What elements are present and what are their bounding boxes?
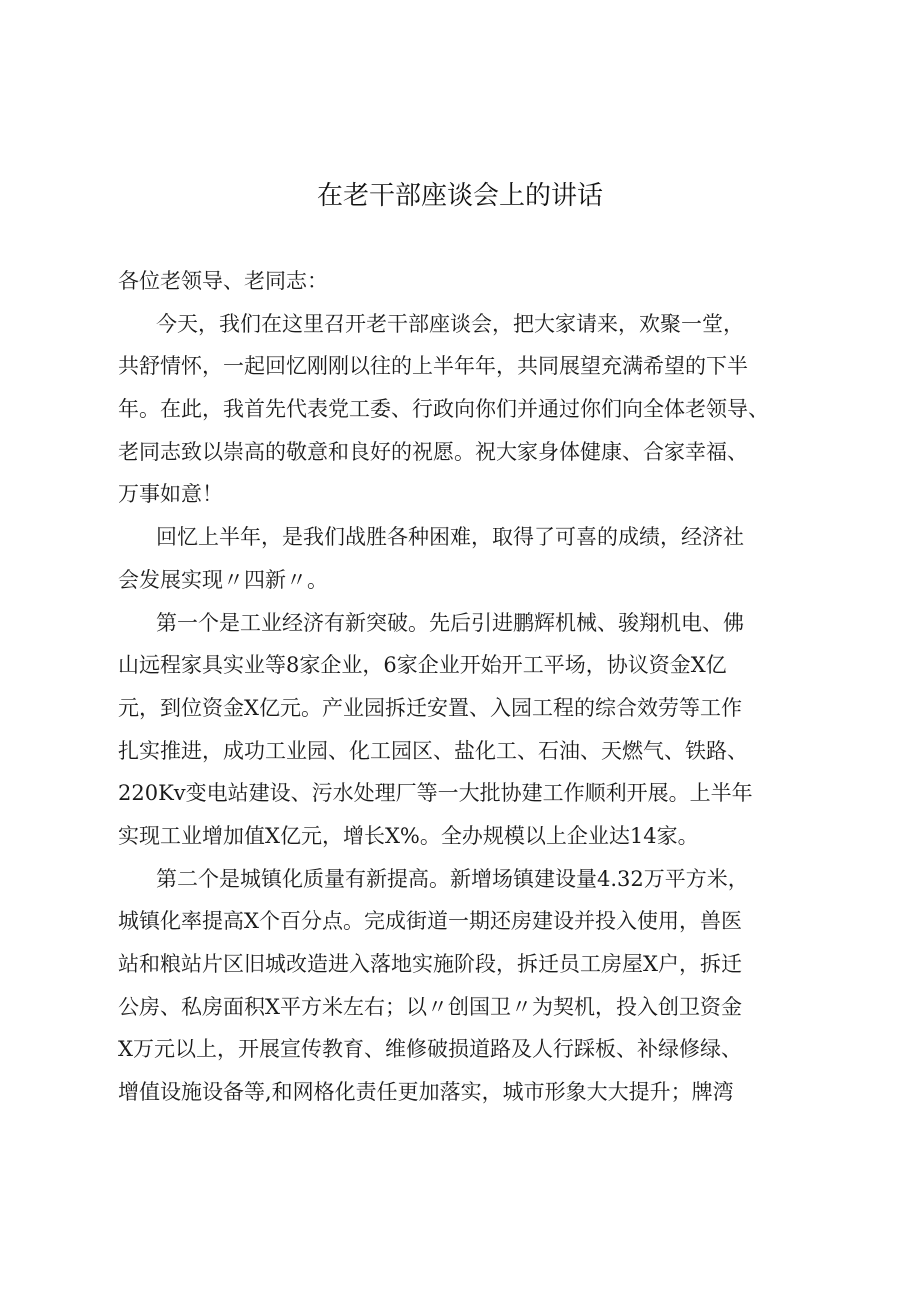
paragraph-line: 实现工业增加值X亿元，增长X%。全办规模以上企业达14家。 — [118, 823, 699, 848]
paragraph-line: 站和粮站片区旧城改造进入落地实施阶段，拆迁员工房屋X户，拆迁 — [118, 952, 742, 976]
paragraph-4 — [118, 858, 818, 1114]
paragraph-line: 元，到位资金X亿元。产业园拆迁安置、入园工程的综合效劳等工作 — [118, 695, 742, 720]
paragraph-line: 今天，我们在这里召开老干部座谈会，把大家请来，欢聚一堂， — [156, 311, 744, 336]
greeting: 各位老领导、老同志： — [118, 269, 328, 293]
paragraph-1 — [118, 303, 818, 516]
paragraph-line: 公房、私房面积X平方米左右；以〃创国卫〃为契机，投入创卫资金 — [118, 994, 742, 1019]
paragraph-line: 第一个是工业经济有新突破。先后引进鹏辉机械、骏翔机电、佛 — [156, 610, 744, 635]
paragraph-line: 增值设施设备等,和网格化责任更加落实，城市形象大大提升；牌湾 — [118, 1080, 734, 1105]
paragraph-line: 城镇化率提高X个百分点。完成街道一期还房建设并投入使用，兽医 — [118, 909, 742, 934]
document-body — [118, 260, 818, 1114]
paragraph-2 — [118, 516, 818, 601]
paragraph-line: 老同志致以崇高的敬意和良好的祝愿。祝大家身体健康、合家幸福、 — [118, 439, 748, 464]
paragraph-line: 第二个是城镇化质量有新提高。新增场镇建设量4.32万平方米， — [156, 866, 749, 891]
paragraph-line: 220Kv变电站建设、污水处理厂等一大批协建工作顺利开展。上半年 — [118, 781, 753, 806]
paragraph-line: 扎实推进，成功工业园、化工园区、盐化工、石油、天燃气、铁路、 — [118, 738, 748, 763]
paragraph-line: 年。在此，我首先代表党工委、行政向你们并通过你们向全体老领导、 — [118, 397, 769, 422]
document-title: 在老干部座谈会上的讲话 — [316, 181, 603, 211]
paragraph-line: 万事如意！ — [118, 482, 223, 507]
paragraph-line: X万元以上，开展宣传教育、维修破损道路及人行踩板、补绿修绿、 — [118, 1037, 742, 1062]
paragraph-3 — [118, 602, 818, 858]
paragraph-line: 回忆上半年，是我们战胜各种困难，取得了可喜的成绩，经济社 — [156, 525, 744, 550]
paragraph-line: 共舒情怀，一起回忆刚刚以往的上半年年，共同展望充满希望的下半 — [118, 354, 748, 379]
paragraph-line: 山远程家具实业等8家企业，6家企业开始开工平场，协议资金X亿 — [118, 653, 727, 678]
paragraph-line: 会发展实现〃四新〃。 — [118, 567, 328, 592]
